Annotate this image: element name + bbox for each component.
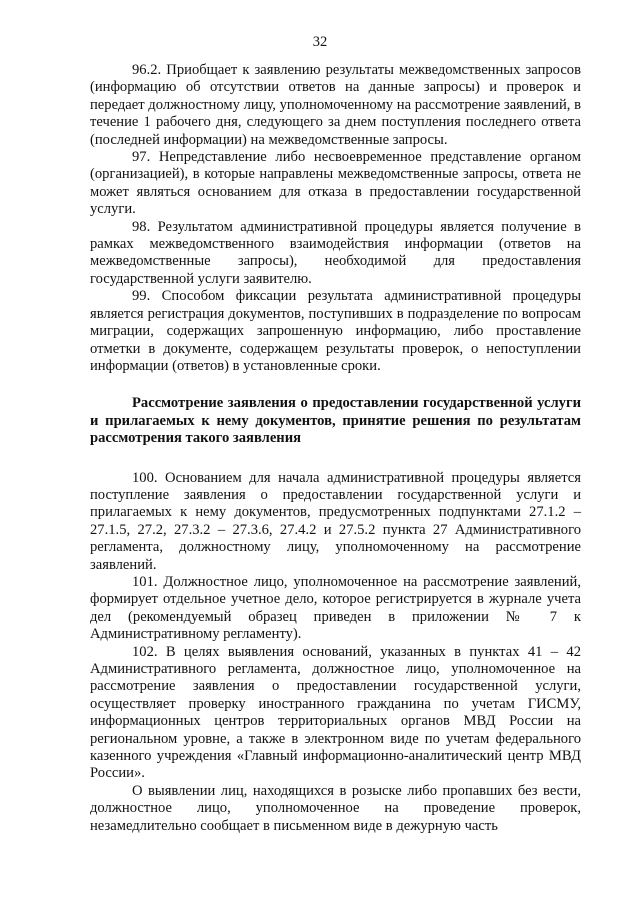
paragraph-97: 97. Непредставление либо несвоевременное представление органом (организацией), в которые направлены межведомственные запросы, ответа не может являться основанием для отказа в предоставлении государственной услуги. [90,149,581,218]
paragraph-wanted-persons: О выявлении лиц, находящихся в розыске либо пропавших без вести, должностное лицо, уполномоченное на проведение проверок, незамедлительно сообщает в письменном виде в дежурную часть [90,782,581,834]
paragraph-102: 102. В целях выявления оснований, указанных в пунктах 41 – 42 Административного регламента, должностное лицо, уполномоченное на рассмотрение заявления о предоставлении государственной услуги, осуществляет проверку иностранного гражданина по учетам ГИСМУ, информационных центров территориальных органов МВД России на региональном уровне, а также в электронном виде по учетам федерального казенного учреждения «Главный информационно-аналитический центр МВД России». [90,643,581,782]
section-heading: Рассмотрение заявления о предоставлении государственной услуги и прилагаемых к нему документов, принятие решения по результатам рассмотрения такого заявления [90,395,581,447]
page-number: 32 [312,34,328,50]
paragraph-101: 101. Должностное лицо, уполномоченное на рассмотрение заявлений, формирует отдельное учетное дело, которое регистрируется в журнале учета дел (рекомендуемый образец приведен в приложении № 7 к Административному регламенту). [90,573,581,643]
paragraph-96-2: 96.2. Приобщает к заявлению результаты межведомственных запросов (информацию об отсутствии ответов на данные запросы) и проверок и передает должностному лицу, уполномоченному на рассмотрение заявлений, в течение 1 рабочего дня, следующего за днем поступления последнего ответа (последней информации) на межведомственные запросы. [90,62,581,148]
document-body [90,62,581,835]
paragraph-98: 98. Результатом административной процедуры является получение в рамках межведомственного взаимодействия информации (ответов на межведомственные запросы), необходимой для предоставления государственной услуги заявителю. [90,218,581,287]
paragraph-100: 100. Основанием для начала административной процедуры является поступление заявления о предоставлении государственной услуги и прилагаемых к нему документов, предусмотренных подпунктами 27.1.2 – 27.1.5, 27.2, 27.3.2 – 27.3.6, 27.4.2 и 27.5.2 пункта 27 Административного регламента, должностному лицу, уполномоченному на рассмотрение заявлений. [90,469,581,573]
paragraph-99: 99. Способом фиксации результата административной процедуры является регистрация документов, поступивших в подразделение по вопросам миграции, содержащих запрошенную информацию, либо проставление отметки в документе, содержащем результаты проверок, о непоступлении информации (ответов) в установленные сроки. [90,288,581,374]
